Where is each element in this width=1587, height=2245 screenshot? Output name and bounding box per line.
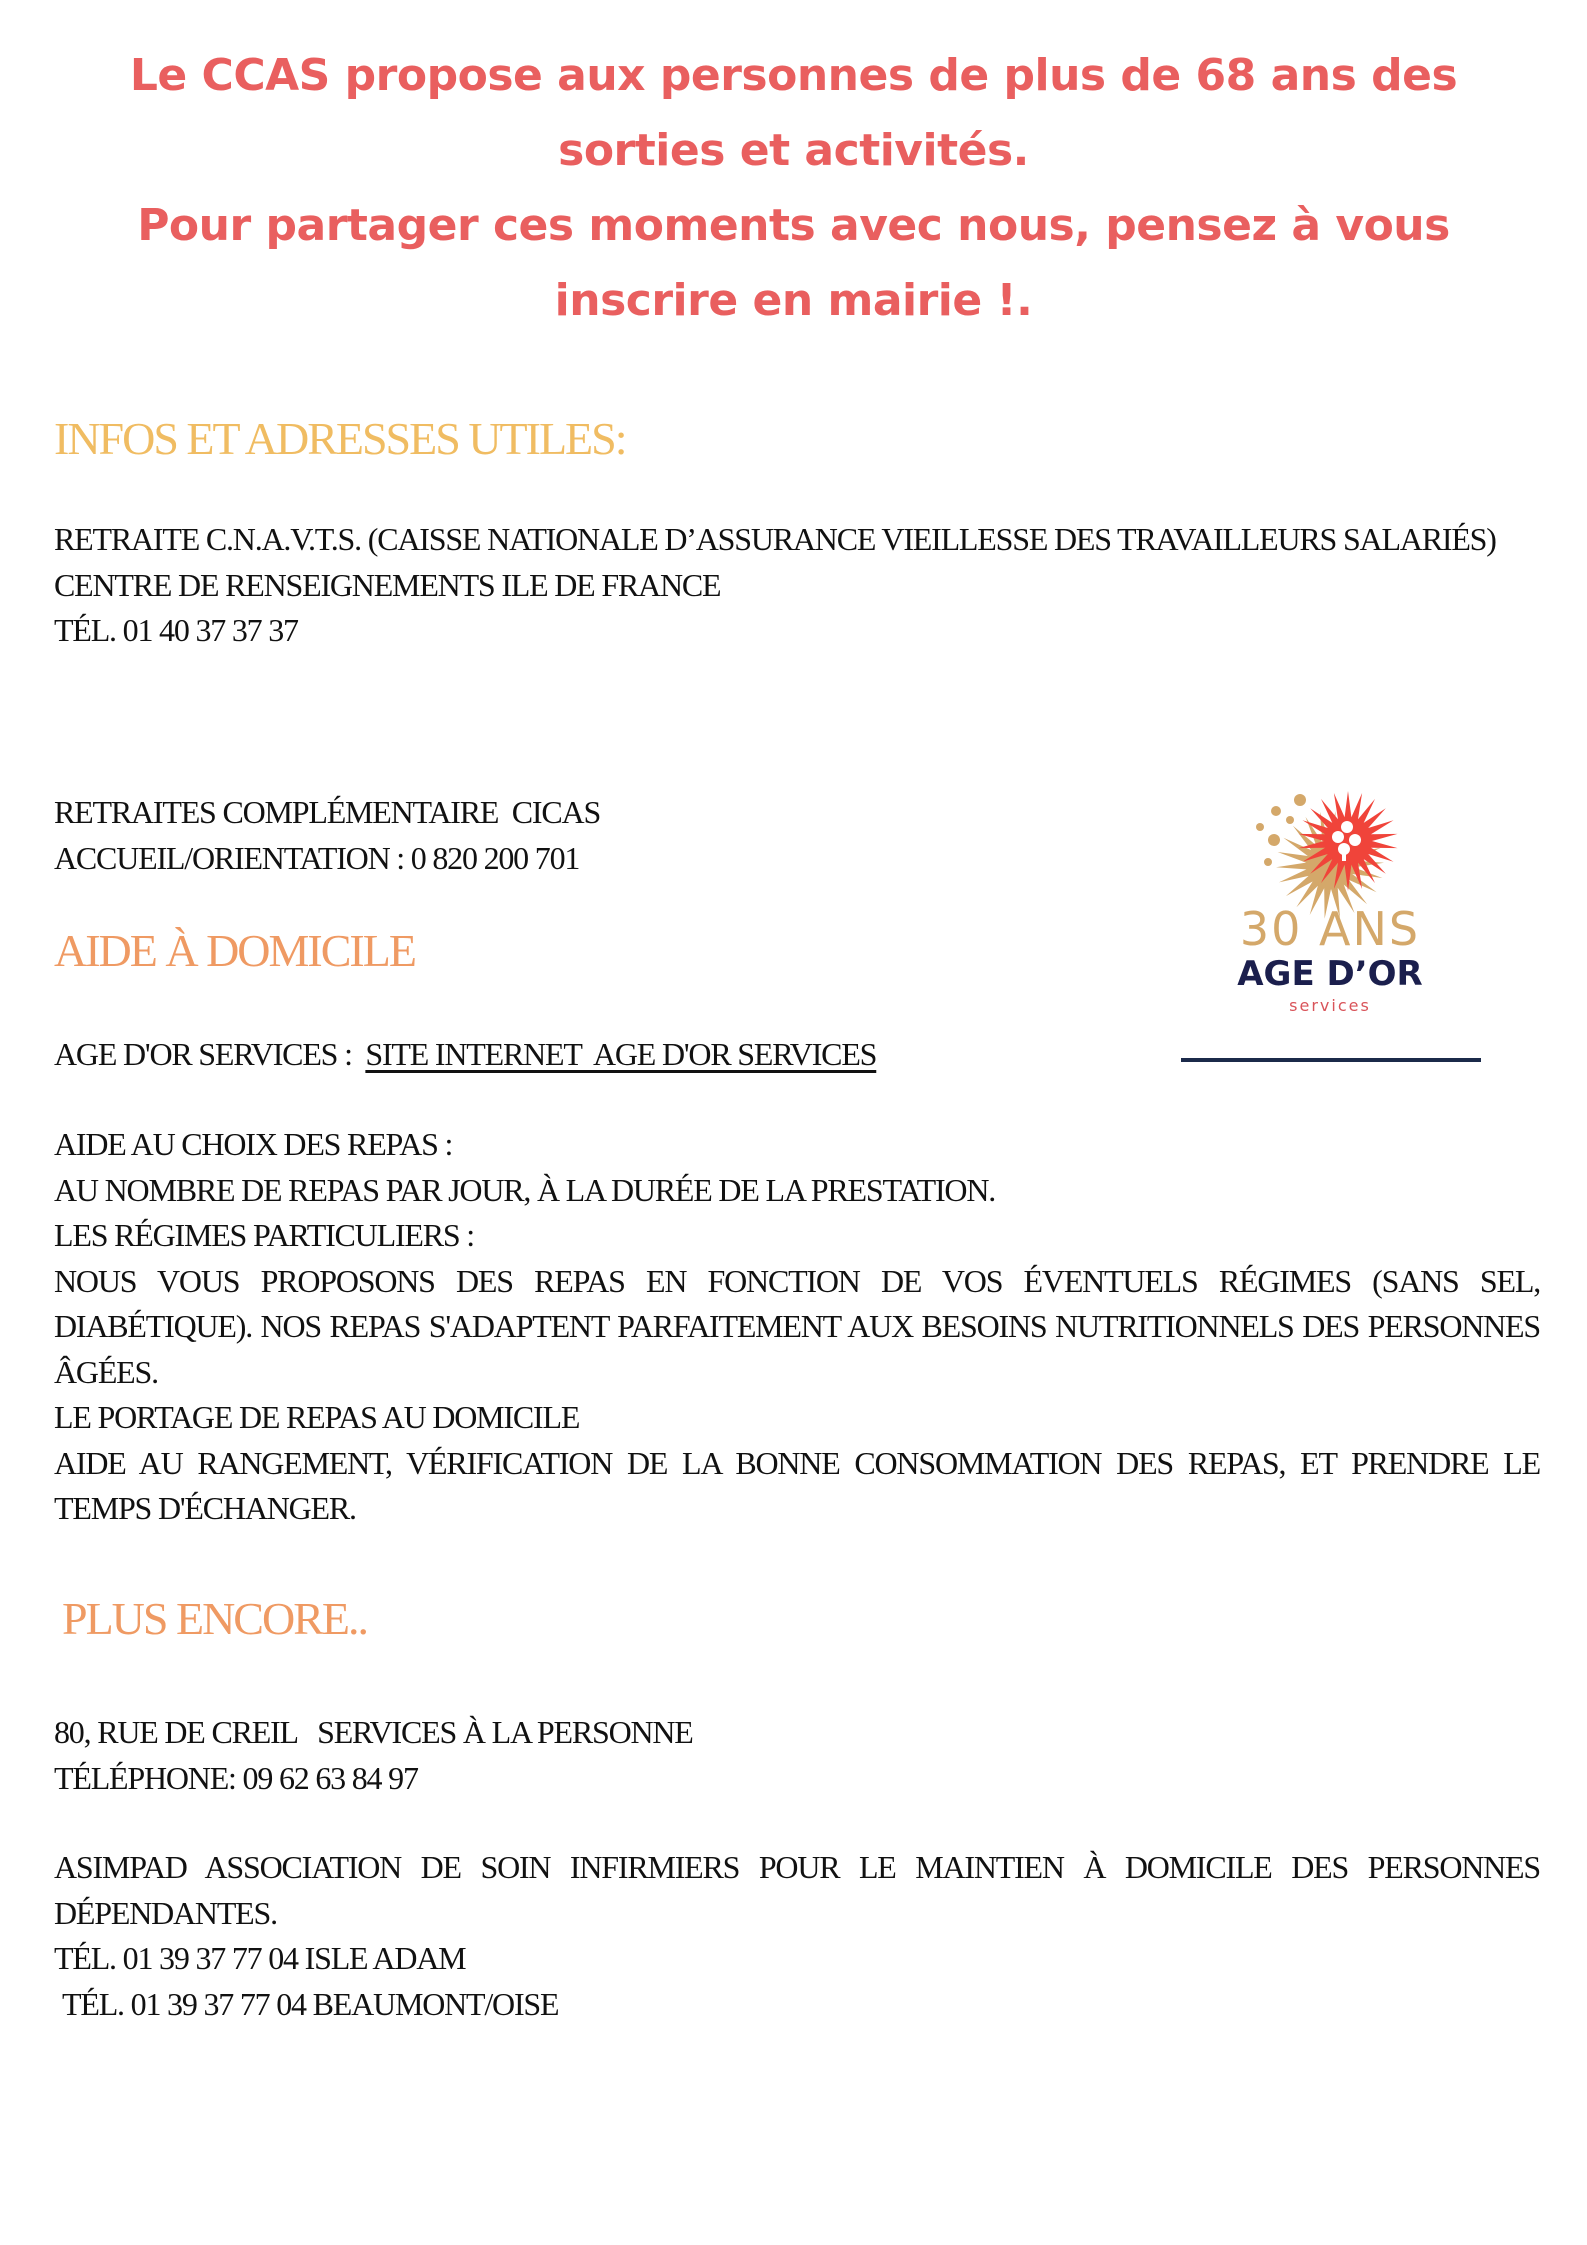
intro-line-2: Pour partager ces moments avec nous, pensez à vous inscrire en mairie !. [137, 200, 1450, 326]
flower-icon [1230, 785, 1440, 1035]
aide-line: NOUS VOUS PROPOSONS DES REPAS EN FONCTION DE VOS ÉVENTUELS RÉGIMES (SANS SEL, DIABÉTIQUE). NOS REPAS S'ADAPTENT PARFAITEMENT AUX BESOINS NUTRITIONNELS DES PERSONNES ÂGÉES. [54, 1262, 1540, 1390]
cicas-phone: ACCUEIL/ORIENTATION : 0 820 200 701 [54, 839, 580, 876]
logo-divider [1181, 1058, 1481, 1062]
cnavts-phone: TÉL. 01 40 37 37 37 [54, 612, 298, 648]
logo-years: 30 ANS [1239, 902, 1421, 956]
intro-line-1: Le CCAS propose aux personnes de plus de 68 ans des sorties et activités. [129, 50, 1458, 176]
logo-brand: AGE D’OR [1237, 954, 1423, 994]
cnavts-title: RETRAITE C.N.A.V.T.S. (CAISSE NATIONALE D’ASSURANCE VIEILLESSE DES TRAVAILLEURS SALARIÉS) [54, 521, 1496, 557]
aide-line: AIDE AU CHOIX DES REPAS : [54, 1126, 453, 1162]
asimpad-block [54, 1845, 1540, 2027]
asimpad-title: ASIMPAD ASSOCIATION DE SOIN INFIRMIERS POUR LE MAINTIEN À DOMICILE DES PERSONNES DÉPENDANTES. [54, 1849, 1540, 1931]
heading-plus-encore: PLUS ENCORE.. [62, 1593, 367, 1644]
services-block [54, 1710, 1540, 1801]
services-phone: TÉLÉPHONE: 09 62 63 84 97 [54, 1759, 418, 1796]
cnavts-center: CENTRE DE RENSEIGNEMENTS ILE DE FRANCE [54, 566, 721, 603]
aide-line: LE PORTAGE DE REPAS AU DOMICILE [54, 1399, 580, 1435]
cicas-title: RETRAITES COMPLÉMENTAIRE CICAS [54, 794, 601, 830]
intro-banner [60, 38, 1527, 338]
services-address: 80, RUE DE CREIL SERVICES À LA PERSONNE [54, 1714, 693, 1750]
aide-line: LES RÉGIMES PARTICULIERS : [54, 1217, 474, 1253]
agedor-row [54, 1032, 1540, 1078]
agedor-website-link[interactable]: SITE INTERNET AGE D'OR SERVICES [365, 1036, 877, 1072]
agedor-label: AGE D'OR SERVICES : [54, 1036, 352, 1072]
aide-line: AU NOMBRE DE REPAS PAR JOUR, À LA DURÉE DE LA PRESTATION. [54, 1171, 996, 1208]
cnavts-block [54, 517, 1540, 654]
aide-details [54, 1122, 1540, 1532]
heading-aide-domicile: AIDE À DOMICILE [54, 925, 415, 976]
agedor-line [54, 1032, 1540, 1078]
agedor-logo [1230, 785, 1440, 1035]
heading-infos: INFOS ET ADRESSES UTILES: [54, 413, 626, 464]
aide-line: AIDE AU RANGEMENT, VÉRIFICATION DE LA BONNE CONSOMMATION DES REPAS, ET PRENDRE LE TEMPS D'ÉCHANGER. [54, 1444, 1540, 1526]
asimpad-phone-beaumont: TÉL. 01 39 37 77 04 BEAUMONT/OISE [62, 1985, 559, 2022]
asimpad-phone-isle-adam: TÉL. 01 39 37 77 04 ISLE ADAM [54, 1940, 466, 1976]
logo-tagline: services [1289, 996, 1371, 1015]
